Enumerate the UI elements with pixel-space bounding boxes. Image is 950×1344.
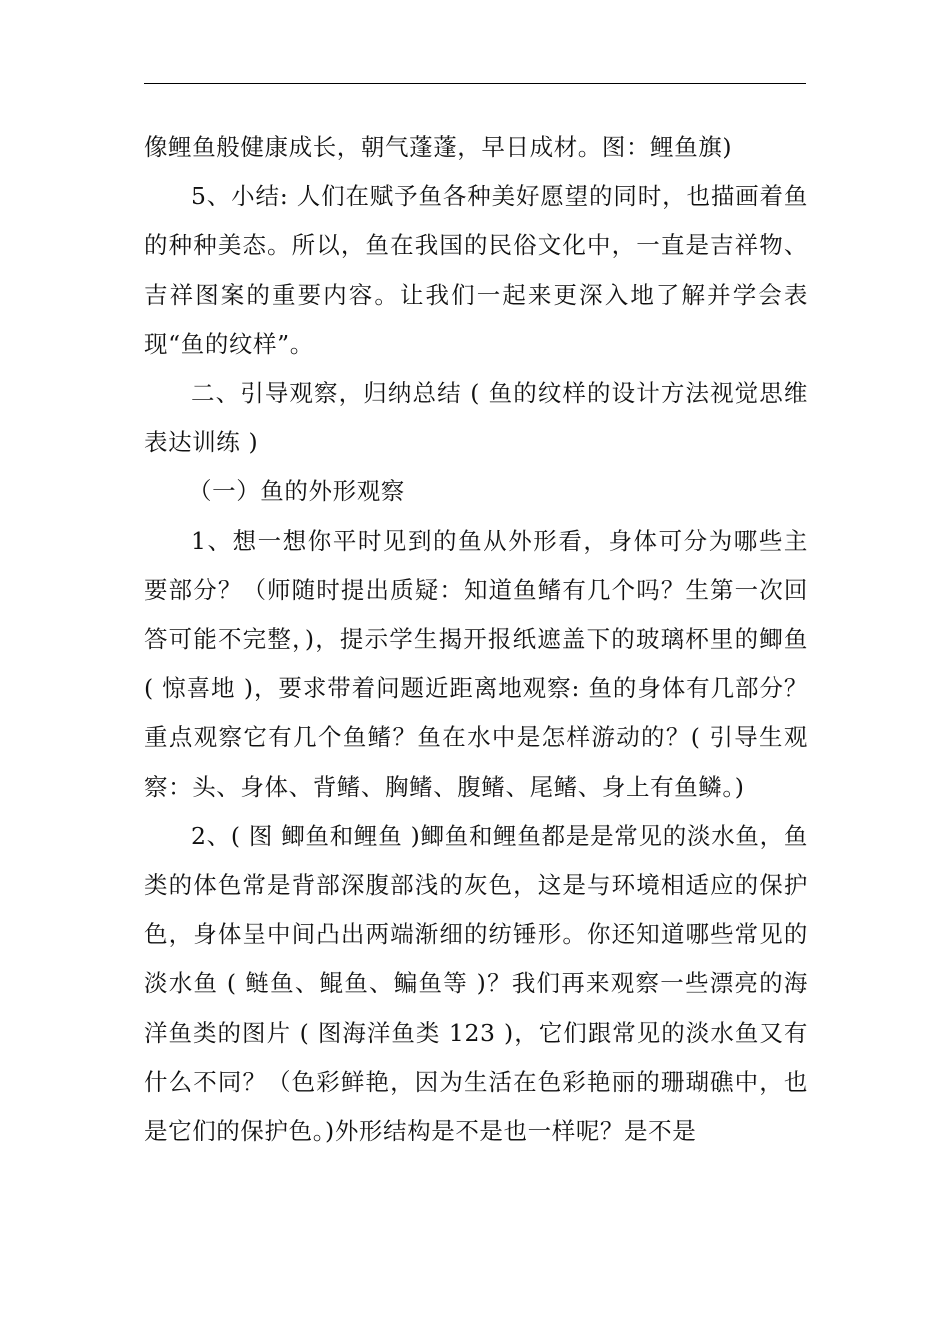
paragraph-item-1: 1、想一想你平时见到的鱼从外形看，身体可分为哪些主要部分？（师随时提出质疑：知道鱼鳍有几个吗？生第一次回答可能不完整，)，提示学生揭开报纸遮盖下的玻璃杯里的鲫鱼 ( 惊喜地 )，要求带着问题近距离地观察: 鱼的身体有几部分？重点观察它有几个鱼鳍？鱼在水中是怎样游动的？( 引导生观察：头、身体、背鳍、胸鳍、腹鳍、尾鳍、身上有鱼鳞。) — [144, 526, 808, 801]
paragraph-continuation: 像鲤鱼般健康成长，朝气蓬蓬，早日成材。图：鲤鱼旗) — [144, 133, 733, 161]
section-heading-guided-observation: 二、引导观察，归纳总结 ( 鱼的纹样的设计方法视觉思维表达训练 ) — [144, 379, 808, 457]
subsection-heading-fish-shape: （一）鱼的外形观察 — [188, 477, 405, 506]
paragraph-item-2: 2、( 图 鲫鱼和鲤鱼 )鲫鱼和鲤鱼都是是常见的淡水鱼，鱼类的体色常是背部深腹部浅的灰色，这是与环境相适应的保护色，身体呈中间凸出两端渐细的纺锤形。你还知道哪些常见的淡水鱼 ( 鲢鱼、鲲鱼、鳊鱼等 )？我们再来观察一些漂亮的海洋鱼类的图片 ( 图海洋鱼类 123 )，它们跟常见的淡水鱼又有什么不同？（色彩鲜艳，因为生活在色彩艳丽的珊瑚礁中，也是它们的保护色。)外形结构是不是也一样呢？是不是 — [144, 821, 808, 1146]
paragraph-summary: 5、小结: 人们在赋予鱼各种美好愿望的同时，也描画着鱼的种种美态。所以，鱼在我国的民俗文化中，一直是吉祥物、吉祥图案的重要内容。让我们一起来更深入地了解并学会表现“鱼的纹样”。 — [144, 182, 808, 358]
header-rule — [144, 83, 806, 84]
document-body — [144, 123, 808, 1156]
